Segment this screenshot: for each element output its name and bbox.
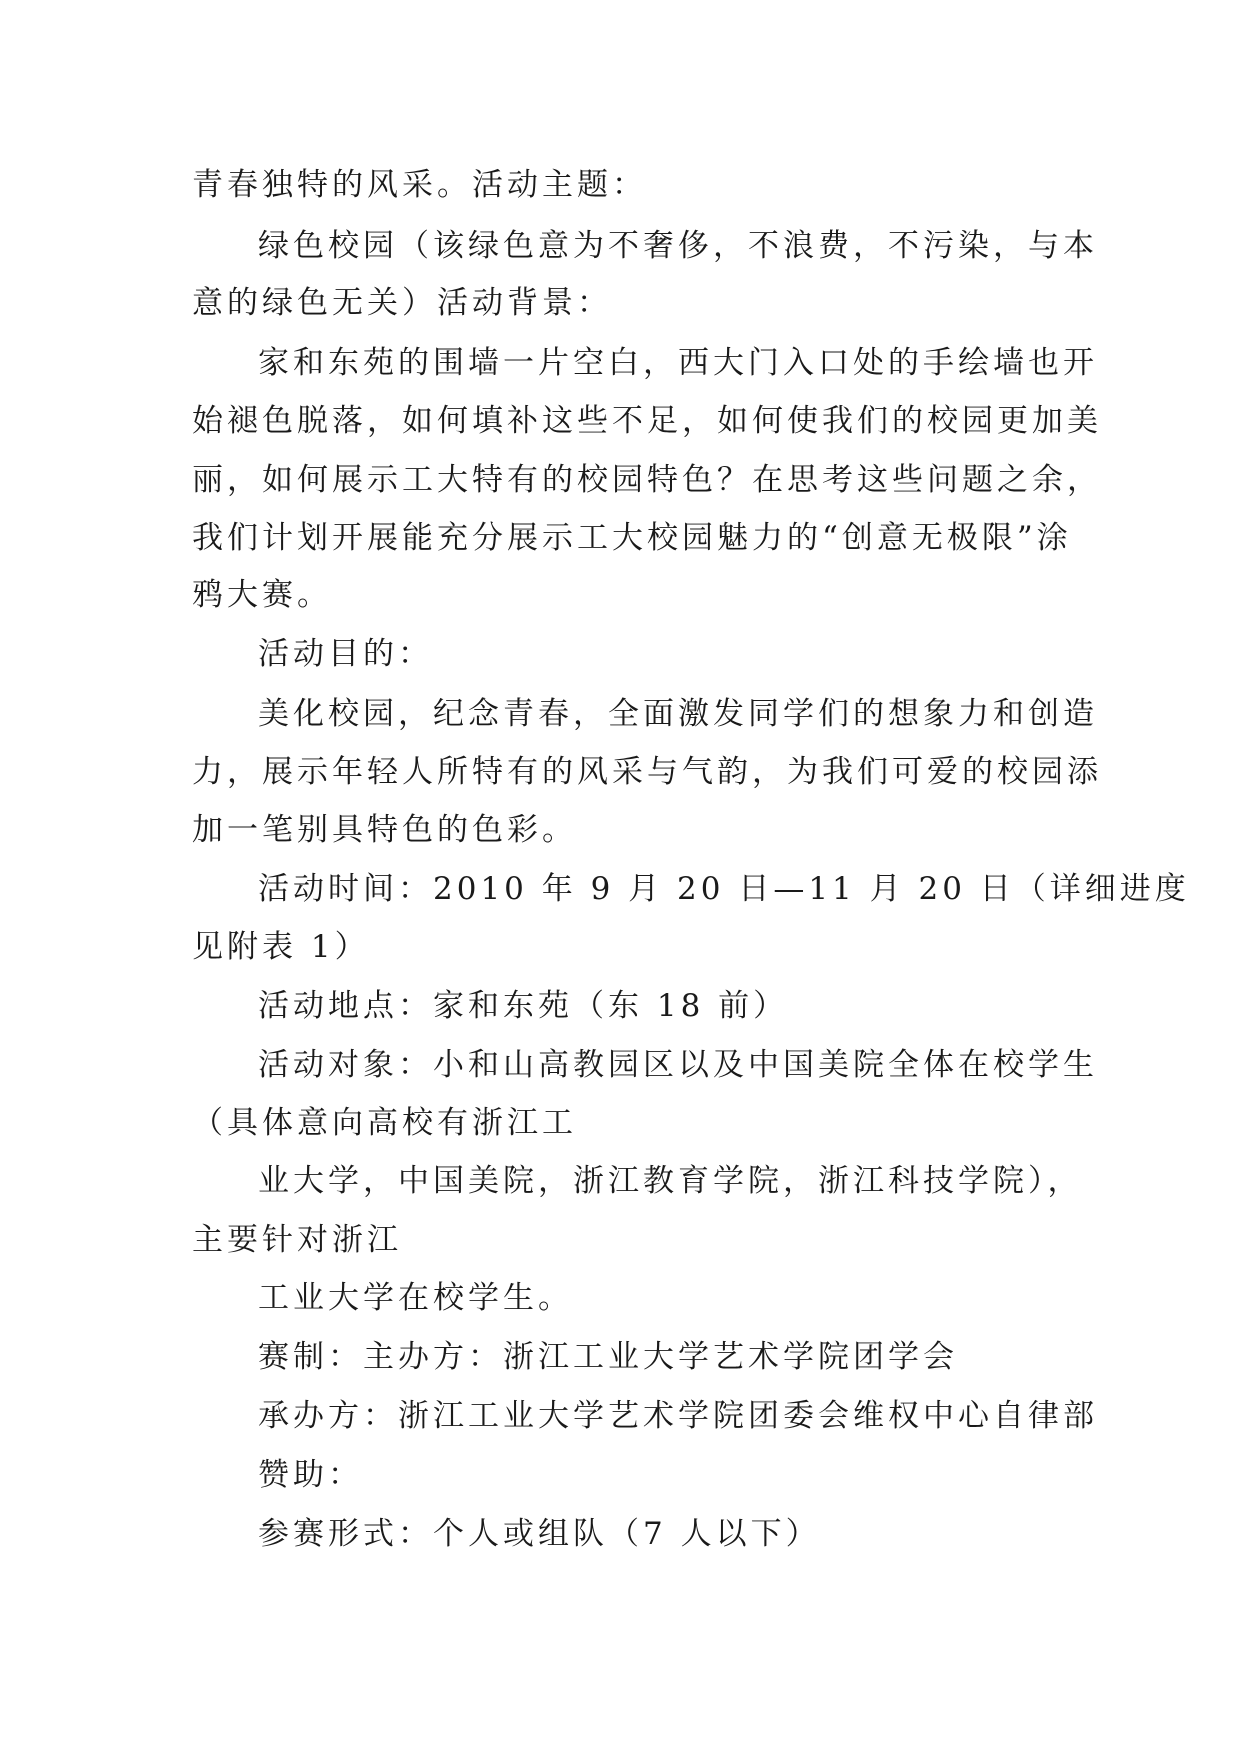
text-line: 见附表 1） bbox=[192, 929, 370, 965]
text-line: 业大学，中国美院，浙江教育学院，浙江科技学院）， bbox=[258, 1163, 1083, 1199]
text-line: 鸦大赛。 bbox=[192, 577, 332, 613]
text-line: 家和东苑的围墙一片空白，西大门入口处的手绘墙也开 bbox=[258, 345, 1098, 381]
text-line: 参赛形式：个人或组队（7 人以下） bbox=[258, 1516, 821, 1552]
text-line: 加一笔别具特色的色彩。 bbox=[192, 812, 577, 848]
text-line: 活动地点：家和东苑（东 18 前） bbox=[258, 988, 789, 1024]
text-line: 青春独特的风采。活动主题： bbox=[192, 167, 647, 203]
text-line: 承办方：浙江工业大学艺术学院团委会维权中心自律部 bbox=[258, 1398, 1098, 1434]
text-line: 绿色校园（该绿色意为不奢侈，不浪费，不污染，与本 bbox=[258, 228, 1098, 264]
text-line: 赞助： bbox=[258, 1457, 363, 1493]
text-line: 工业大学在校学生。 bbox=[258, 1280, 573, 1316]
text-line: 主要针对浙江 bbox=[192, 1222, 402, 1258]
text-line: 活动时间：2010 年 9 月 20 日—11 月 20 日（详细进度 bbox=[258, 871, 1190, 907]
text-line: 始褪色脱落，如何填补这些不足，如何使我们的校园更加美 bbox=[192, 403, 1102, 439]
text-line: 丽，如何展示工大特有的校园特色？在思考这些问题之余， bbox=[192, 462, 1102, 498]
text-line: 意的绿色无关）活动背景： bbox=[192, 285, 612, 321]
text-line: （具体意向高校有浙江工 bbox=[192, 1105, 577, 1141]
text-line: 活动目的： bbox=[258, 636, 433, 672]
text-line: 力，展示年轻人所特有的风采与气韵，为我们可爱的校园添 bbox=[192, 754, 1102, 790]
text-line: 我们计划开展能充分展示工大校园魅力的“创意无极限”涂 bbox=[192, 520, 1072, 556]
text-line: 美化校园，纪念青春，全面激发同学们的想象力和创造 bbox=[258, 696, 1098, 732]
text-line: 赛制：主办方：浙江工业大学艺术学院团学会 bbox=[258, 1339, 958, 1375]
text-line: 活动对象：小和山高教园区以及中国美院全体在校学生 bbox=[258, 1047, 1098, 1083]
